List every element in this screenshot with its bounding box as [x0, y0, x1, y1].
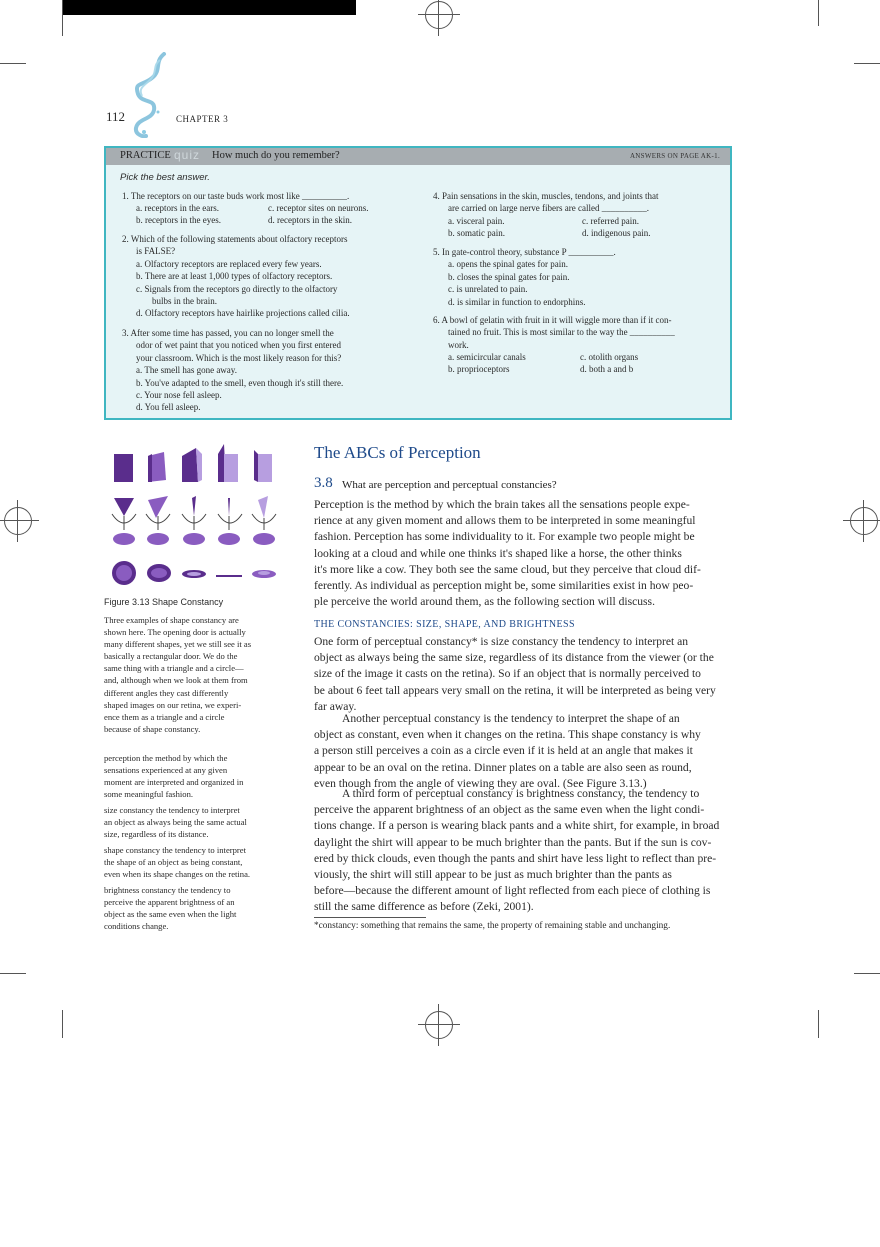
glossary-line: perceive the apparent brightness of an [104, 897, 235, 908]
quiz-instruction: Pick the best answer. [120, 172, 210, 183]
question-text: 6. A bowl of gelatin with fruit in it will wiggle more than if it con- [433, 315, 672, 325]
subheading-constancies: THE CONSTANCIES: SIZE, SHAPE, AND BRIGHTNESS [314, 619, 575, 630]
quiz-question-4 [433, 190, 658, 215]
glossary-line: object as the same even when the light [104, 909, 237, 920]
crop-mark [62, 1010, 63, 1038]
text-line: Another perceptual constancy is the tendency to interpret the shape of an [342, 712, 680, 725]
option: a. Olfactory receptors are replaced every few years. [136, 258, 322, 269]
text-line: size of the image it casts on the retina). So if an object that is normally perceived to [314, 667, 701, 681]
triangle-shape [192, 496, 196, 516]
option: d. both a and b [580, 364, 634, 375]
section-number: 3.8 [314, 475, 333, 491]
section-question: What are perception and perceptual constancies? [342, 479, 557, 491]
text-line: a person still perceives a coin as a circle even if it is held at an angle that makes it [314, 744, 693, 758]
text-line: perceive the apparent brightness of an object as the same even when the light condi- [314, 803, 705, 817]
option: d. receptors in the skin. [268, 215, 352, 226]
glossary-line: sensations experienced at any given [104, 765, 228, 776]
glossary-size-constancy [104, 804, 269, 840]
registration-mark-icon [4, 507, 32, 535]
crop-mark [0, 63, 26, 64]
glossary-line: brightness constancy the tendency to [104, 885, 231, 895]
option: d. You fell asleep. [136, 402, 201, 413]
option: a. receptors in the ears. [136, 203, 219, 213]
caption-line: shown here. The opening door is actually [104, 627, 246, 638]
text-line: it's more like a cow. They both see the same cloud, but they perceive that cloud dif- [314, 562, 701, 576]
option: a. The smell has gone away. [136, 365, 237, 376]
crop-mark [0, 973, 26, 974]
figure-description [104, 614, 274, 735]
option: d. Olfactory receptors have hairlike projections called cilia. [136, 308, 350, 319]
text-line: fashion. Perception has some individuality to it. For example two people might be [314, 530, 695, 544]
text-line: viously, the shirt will still appear to be just as much brighter than the pants as [314, 868, 672, 882]
quiz-header [106, 148, 730, 165]
text-line: object as constant, even when it changes on the retina. This shape constancy is why [314, 728, 701, 742]
option: b. proprioceptors [448, 364, 510, 375]
triangle-row [112, 496, 276, 545]
top-printer-bar [62, 0, 356, 15]
question-text: 2. Which of the following statements about olfactory receptors [122, 234, 348, 244]
quiz-question-6 [433, 314, 675, 351]
option: c. referred pain. [582, 216, 639, 226]
quiz-question-3 [122, 327, 343, 414]
question-text: tained no fruit. This is most similar to the way the __________ [448, 327, 675, 338]
chapter-label: CHAPTER 3 [176, 114, 229, 124]
question-text: 5. In gate-control theory, substance P __________. [433, 247, 616, 257]
caption-line: and, although when we look at them from [104, 675, 248, 686]
option: d. is similar in function to endorphins. [448, 296, 586, 307]
text-line: before—because the different amount of light reflected from each piece of clothing is [314, 884, 711, 898]
text-line: rience at any given moment and allows them to be interpreted in some meaningful [314, 514, 696, 528]
question-text: odor of wet paint that you noticed when you first entered [136, 340, 341, 351]
registration-mark-icon [425, 1011, 453, 1039]
option: a. visceral pain. [448, 216, 505, 226]
caption-line: ence them as a triangle and a circle [104, 711, 225, 722]
quiz-options [580, 351, 638, 376]
triangle-shape [148, 496, 168, 518]
door-shape [114, 454, 133, 482]
section-title: The ABCs of Perception [314, 443, 481, 462]
triangle-shape [258, 496, 268, 518]
footnote-rule [314, 917, 426, 918]
question-text: work. [448, 339, 469, 350]
text-line: far away. [314, 699, 357, 713]
text-line: tions change. If a person is wearing black pants and a white shirt, for example, in broad [314, 819, 720, 833]
option: bulbs in the brain. [152, 296, 217, 307]
door-shape [254, 450, 258, 482]
text-line: One form of perceptual constancy* is size constancy the tendency to interpret an [314, 635, 689, 648]
question-text: 1. The receptors on our taste buds work most like __________. [122, 191, 350, 201]
text-line: ferently. As individual as perception might be, some similarities exist in how peo- [314, 579, 694, 593]
option: c. receptor sites on neurons. [268, 203, 369, 213]
option: a. opens the spinal gates for pain. [448, 259, 568, 270]
crop-mark [854, 973, 880, 974]
registration-mark-icon [850, 507, 878, 535]
paragraph-size-constancy [314, 634, 738, 715]
text-line: object as always being the same size, regardless of its distance from the viewer (or the [314, 651, 714, 665]
paragraph-brightness-constancy [314, 786, 738, 916]
glossary-line: moment are interpreted and organized in [104, 777, 244, 788]
quiz-word: quiz [174, 148, 201, 162]
glossary-line: an object as always being the same actual [104, 817, 247, 828]
question-text: 3. After some time has passed, you can no longer smell the [122, 328, 334, 338]
door-row [114, 444, 272, 482]
glossary-line: conditions change. [104, 921, 169, 932]
quiz-question-5 [433, 246, 616, 308]
quiz-options [448, 215, 505, 240]
caption-line: basically a rectangular door. We do the [104, 651, 238, 662]
option: c. Signals from the receptors go directly to the olfactory [136, 283, 338, 294]
quiz-options [268, 202, 368, 227]
quiz-options [136, 202, 221, 227]
text-line: looking at a cloud and while one thinks it's shaped like a horse, the other thinks [314, 546, 682, 560]
paragraph-perception [314, 497, 738, 610]
text-line: daylight the shirt will appear to be much brighter than the pants. But if the sun is cov- [314, 835, 712, 849]
crop-mark [818, 0, 819, 26]
footnote: *constancy: something that remains the same, the property of remaining stable and unchanging. [314, 921, 671, 931]
glossary-shape-constancy [104, 844, 269, 880]
quiz-options [448, 351, 526, 376]
text-line: A third form of perceptual constancy is brightness constancy, the tendency to [342, 787, 700, 800]
glossary-brightness-constancy [104, 884, 269, 932]
paragraph-shape-constancy [314, 711, 738, 792]
water-splash-icon [124, 52, 172, 138]
option: c. Your nose fell asleep. [136, 390, 222, 401]
option: b. somatic pain. [448, 228, 505, 239]
text-line: ered by thick clouds, even though the pants and shirt have less light to reflect than pre- [314, 851, 717, 865]
circle-row [112, 561, 276, 585]
caption-line: same thing with a triangle and a circle— [104, 663, 244, 674]
circle-shape [216, 575, 242, 577]
option: b. There are at least 1,000 types of olfactory receptors. [136, 271, 333, 282]
glossary-line: the shape of an object as being constant, [104, 857, 243, 868]
question-text: 4. Pain sensations in the skin, muscles, tendons, and joints that [433, 191, 659, 201]
caption-line: different angles they cast differently [104, 687, 229, 698]
quiz-question-2 [122, 233, 350, 320]
option: a. semicircular canals [448, 352, 526, 362]
crop-mark [62, 0, 63, 36]
glossary-line: size, regardless of its distance. [104, 829, 209, 840]
text-line: be about 6 feet tall appears very small on the retina, it will be interpreted as being very [314, 683, 716, 697]
text-line: appear to be an oval on the retina. Dinner plates on a table are also seen as round, [314, 760, 692, 774]
glossary-line: even when its shape changes on the retina. [104, 869, 251, 880]
option: c. is unrelated to pain. [448, 284, 528, 295]
glossary-line: shape constancy the tendency to interpret [104, 845, 246, 855]
practice-quiz-box [104, 146, 732, 420]
text-line: even though from the angle of viewing they are oval. (See Figure 3.13.) [314, 776, 647, 790]
glossary-line: size constancy the tendency to interpret [104, 805, 240, 815]
text-line: ple perceive the world around them, as the following section will discuss. [314, 595, 655, 609]
glossary-perception [104, 752, 269, 800]
question-text: are carried on large nerve fibers are called __________. [448, 203, 649, 214]
glossary-line: some meaningful fashion. [104, 789, 194, 800]
page-number: 112 [106, 109, 126, 124]
caption-line: because of shape constancy. [104, 723, 201, 734]
figure-caption: Figure 3.13 Shape Constancy [104, 597, 224, 607]
quiz-question-1 [122, 190, 349, 202]
triangle-shape [228, 498, 230, 516]
crop-mark [854, 63, 880, 64]
question-text: your classroom. Which is the most likely reason for this? [136, 352, 342, 363]
text-line: Perception is the method by which the brain takes all the sensations people expe- [314, 498, 690, 511]
option: b. closes the spinal gates for pain. [448, 271, 570, 282]
caption-line: shaped images on our retina, we experi- [104, 699, 242, 710]
glossary-line: perception the method by which the [104, 753, 228, 763]
triangle-shape [114, 498, 134, 516]
door-shape [182, 448, 198, 482]
question-text: is FALSE? [136, 246, 176, 257]
answers-reference: ANSWERS ON PAGE AK-1. [629, 152, 720, 160]
option: b. receptors in the eyes. [136, 215, 221, 226]
caption-line: Three examples of shape constancy are [104, 615, 239, 625]
registration-mark-icon [425, 1, 453, 29]
text-line: still the same difference as before (Zeki, 2001). [314, 900, 534, 914]
option: c. otolith organs [580, 352, 639, 362]
shape-constancy-figure [104, 440, 290, 590]
practice-label: PRACTICE [120, 150, 171, 161]
caption-line: many different shapes, yet we still see it as [104, 639, 252, 650]
option: b. You've adapted to the smell, even though it's still there. [136, 377, 344, 388]
crop-mark [818, 1010, 819, 1038]
option: d. indigenous pain. [582, 228, 651, 239]
quiz-subtitle: How much do you remember? [212, 150, 340, 161]
quiz-options [582, 215, 651, 240]
